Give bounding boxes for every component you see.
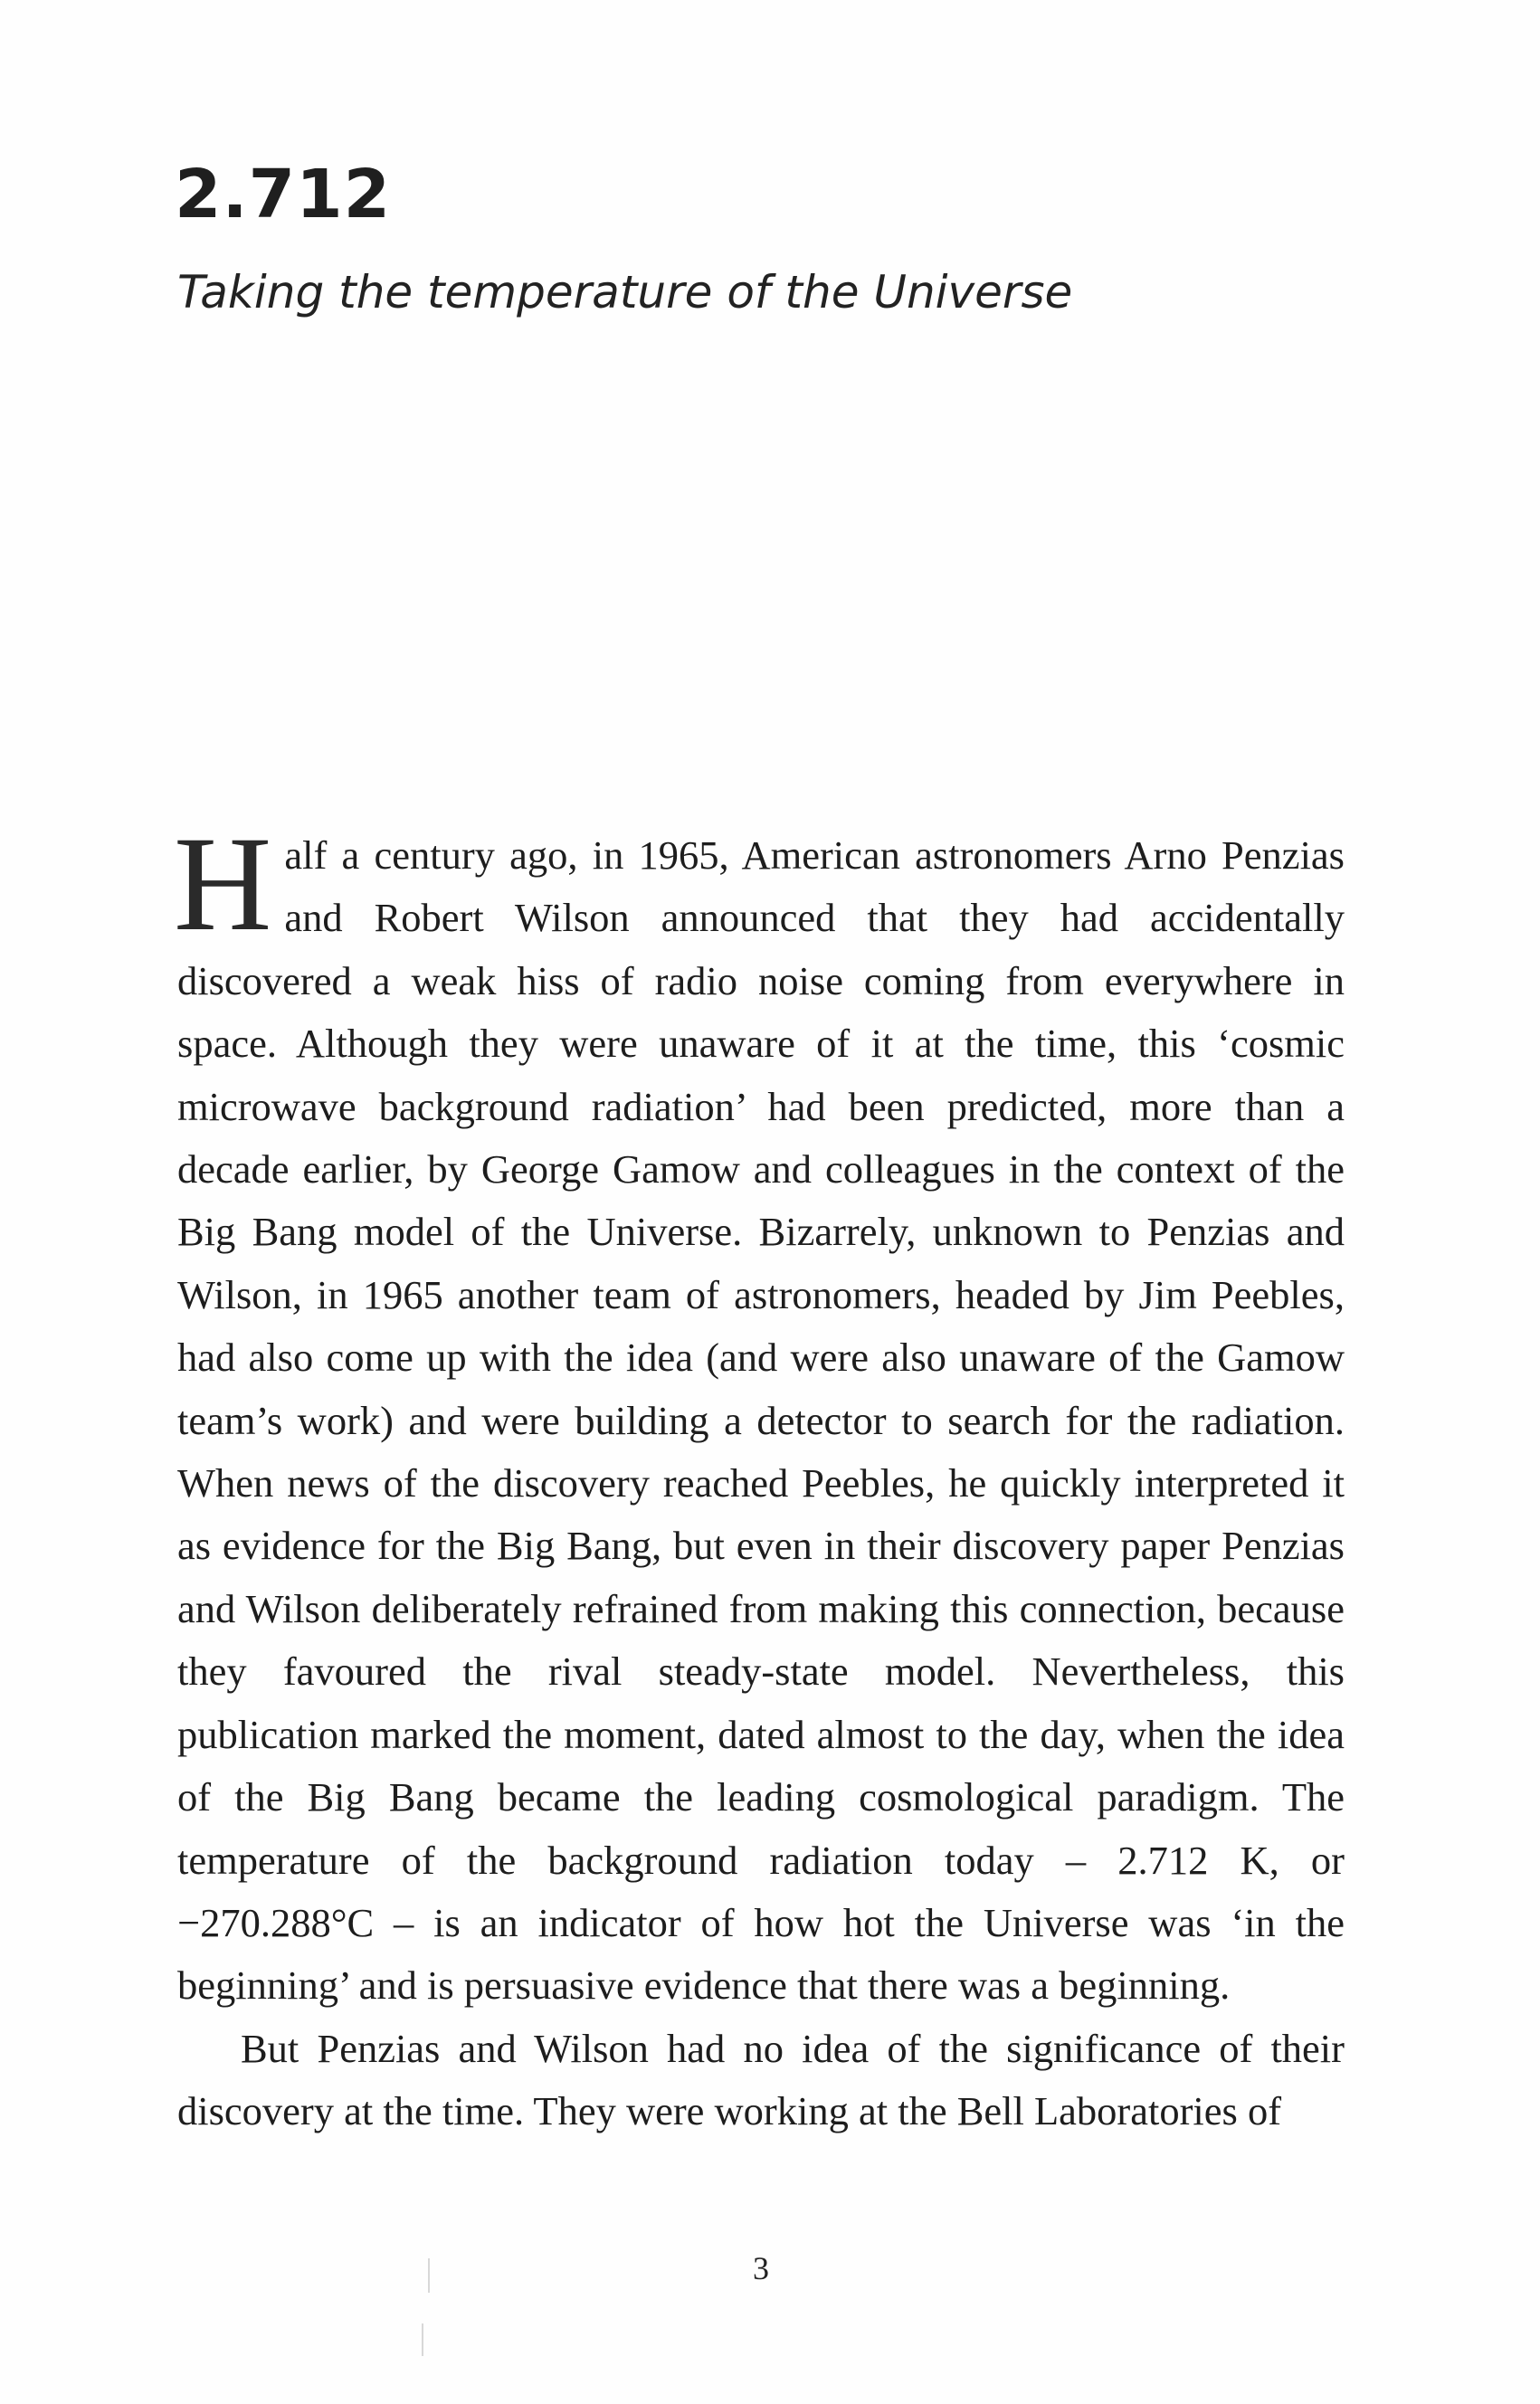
chapter-body — [174, 809, 1345, 2143]
page-number: 3 — [753, 2250, 769, 2286]
scan-artifact-line — [422, 2323, 423, 2356]
chapter-subtitle: Taking the temperature of the Universe — [177, 266, 1073, 318]
chapter-number: 2.712 — [175, 156, 392, 233]
drop-cap: H — [174, 809, 272, 959]
body-paragraph-1 — [174, 809, 1345, 2018]
paragraph-1-text: alf a century ago, in 1965, American astronomers Arno Penzias and Robert Wilson announced that they had accidentally discovered a weak hiss of radio noise coming from everywhere in space. Although they were unaware of it at the time, this ‘cosmic microwave background radiation’ had been predicted, more than a decade earlier, by George Gamow and colleagues in the context of the Big Bang model of the Universe. Bizarrely, unknown to Penzias and Wilson, in 1965 another team of astronomers, headed by Jim Peebles, had also come up with the idea (and were also unaware of the Gamow team’s work) and were building a detector to search for the radiation. When news of the discovery reached Peebles, he quickly interpreted it as evidence for the Big Bang, but even in their discovery paper Penzias and Wilson deliberately refrained from making this connection, because they favoured the rival steady-state model. Nevertheless, this publication marked the moment, dated almost to the day, when the idea of the Big Bang became the leading cosmological paradigm. The temperature of the background radiation today – 2.712 K, or −270.288°C – is an indicator of how hot the Universe was ‘in the beginning’ and is persuasive evidence that there was a beginning. — [177, 832, 1345, 2009]
body-paragraph-2: But Penzias and Wilson had no idea of the significance of their discovery at the time. They were working at the Bell Laboratories of — [177, 2025, 1345, 2134]
scan-artifact-line — [428, 2258, 430, 2293]
